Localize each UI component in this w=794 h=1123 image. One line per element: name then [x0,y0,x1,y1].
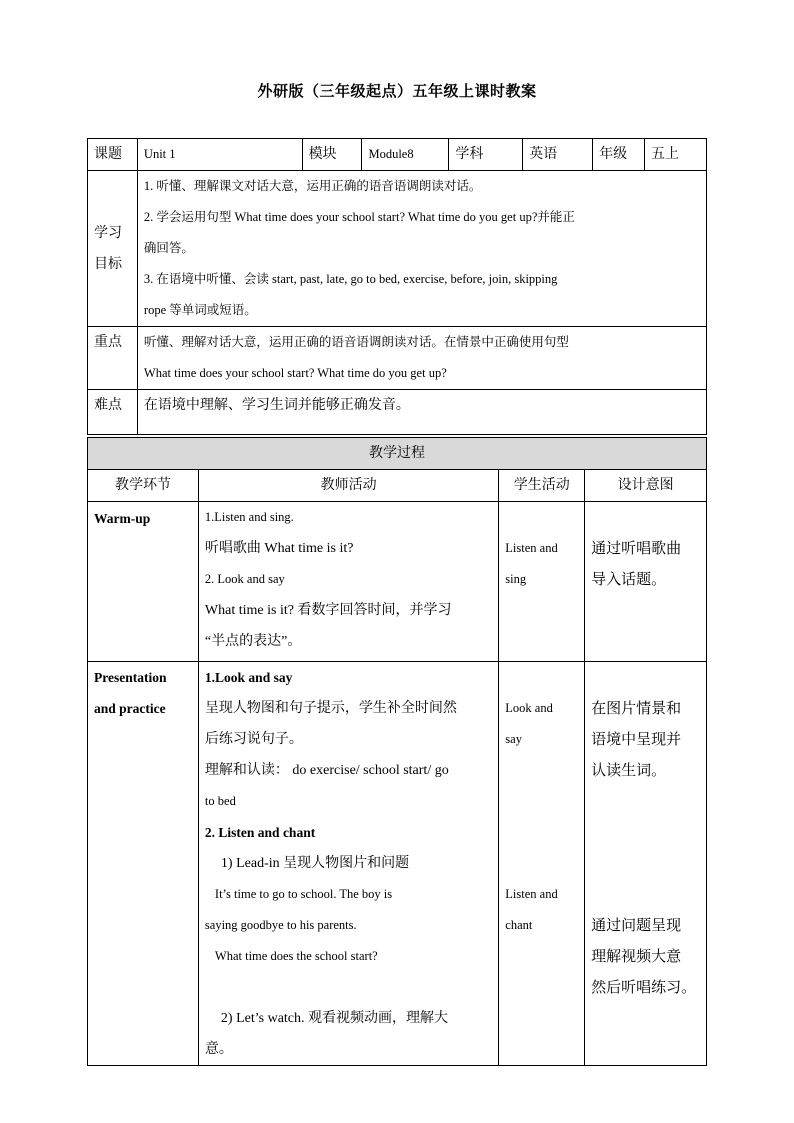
presentation-intent-line: 理解视频大意 [591,947,682,965]
presentation-intent-line: 在图片情景和 [591,699,682,717]
presentation-teacher-line: What time does the school start? [214,949,378,963]
module-label: 模块 [302,139,362,171]
key-points-content [137,327,706,390]
presentation-intent-line: 然后听唱练习。 [591,978,697,996]
warmup-stage: Warm-up [88,502,199,662]
warmup-teacher-line: “半点的表达”。 [204,634,302,649]
topic-label: 课题 [88,139,138,171]
warmup-teacher-line: 听唱歌曲 What time is it? [204,541,354,556]
difficulties-label: 难点 [88,390,138,435]
col-student-header: 学生活动 [499,470,585,502]
warmup-teacher [198,502,498,662]
presentation-intent-line: 语境中呈现并 [591,730,682,748]
presentation-intent [585,662,707,1066]
objective-line: 1. 听懂、理解课文对话大意，运用正确的语音语调朗读对话。 [143,179,482,193]
presentation-stage [88,662,199,1066]
subject-label: 学科 [449,139,523,171]
objectives-label [88,171,138,327]
presentation-teacher-line: 2. Listen and chant [204,825,316,840]
presentation-teacher-line: 理解和认读： do exercise/ school start/ go [204,763,449,778]
presentation-teacher-line: 1) Lead-in 呈现人物图片和问题 [220,856,410,871]
presentation-teacher-line: 1.Look and say [204,670,293,685]
objective-line: rope 等单词或短语。 [143,303,257,317]
key-point-line: 听懂、理解对话大意，运用正确的语音语调朗读对话。在情景中正确使用句型 [143,335,569,349]
warmup-teacher-line: 2. Look and say [204,572,285,586]
warmup-teacher-line: What time is it? 看数字回答时间，并学习 [204,603,452,618]
objectives-content [137,171,706,327]
teaching-process-table [87,437,707,1066]
presentation-student-line: chant [505,918,533,932]
grade-label: 年级 [593,139,645,171]
presentation-teacher-line: 呈现人物图和句子提示，学生补全时间然 [204,701,457,716]
presentation-teacher-line: saying goodbye to his parents. [204,918,357,932]
topic-value: Unit 1 [137,139,302,171]
col-teacher-header: 教师活动 [198,470,498,502]
presentation-intent-line: 通过问题呈现 [591,916,682,934]
presentation-teacher-line: 后练习说句子。 [204,732,303,747]
presentation-student [499,662,585,1066]
col-stage-header: 教学环节 [88,470,199,502]
warmup-student-line: Listen and [505,541,558,555]
presentation-teacher-line: It’s time to go to school. The boy is [214,887,393,901]
presentation-teacher-line: to bed [204,794,236,808]
objective-line: 3. 在语境中听懂、会读 start, past, late, go to bed, exercise, before, join, skipping [143,272,558,286]
objective-line: 2. 学会运用句型 What time does your school start? What time do you get up?并能正 [143,210,575,224]
warmup-intent-line: 通过听唱歌曲 [591,539,682,557]
objectives-label-line-2: 目标 [94,255,122,272]
key-points-label: 重点 [88,327,138,390]
col-intent-header: 设计意图 [585,470,707,502]
difficulties-content: 在语境中理解、学习生词并能够正确发音。 [137,390,706,435]
presentation-teacher-line: 2) Let’s watch. 观看视频动画，理解大 [220,1011,449,1026]
key-point-line: What time does your school start? What time do you get up? [143,366,447,380]
warmup-intent-line: 导入话题。 [591,570,667,588]
subject-value: 英语 [523,139,593,171]
presentation-student-line: Look and [505,701,553,715]
presentation-student-line: Listen and [505,887,558,901]
presentation-teacher [198,662,498,1066]
presentation-stage-line-2: and practice [94,701,166,716]
process-title: 教学过程 [88,438,707,470]
grade-value: 五上 [645,139,707,171]
presentation-intent-line: 认读生词。 [591,761,667,779]
presentation-stage-line-1: Presentation [94,670,167,685]
warmup-student-line: sing [505,572,527,586]
objective-line: 确回答。 [143,241,194,255]
module-value: Module8 [362,139,449,171]
lesson-info-table [87,138,707,435]
warmup-student [499,502,585,662]
objectives-label-line-1: 学习 [94,224,122,241]
presentation-teacher-line: 意。 [204,1042,233,1057]
presentation-student-line: say [505,732,522,746]
warmup-teacher-line: 1.Listen and sing. [204,510,294,524]
warmup-intent [585,502,707,662]
document-title: 外研版（三年级起点）五年级上课时教案 [257,82,537,100]
